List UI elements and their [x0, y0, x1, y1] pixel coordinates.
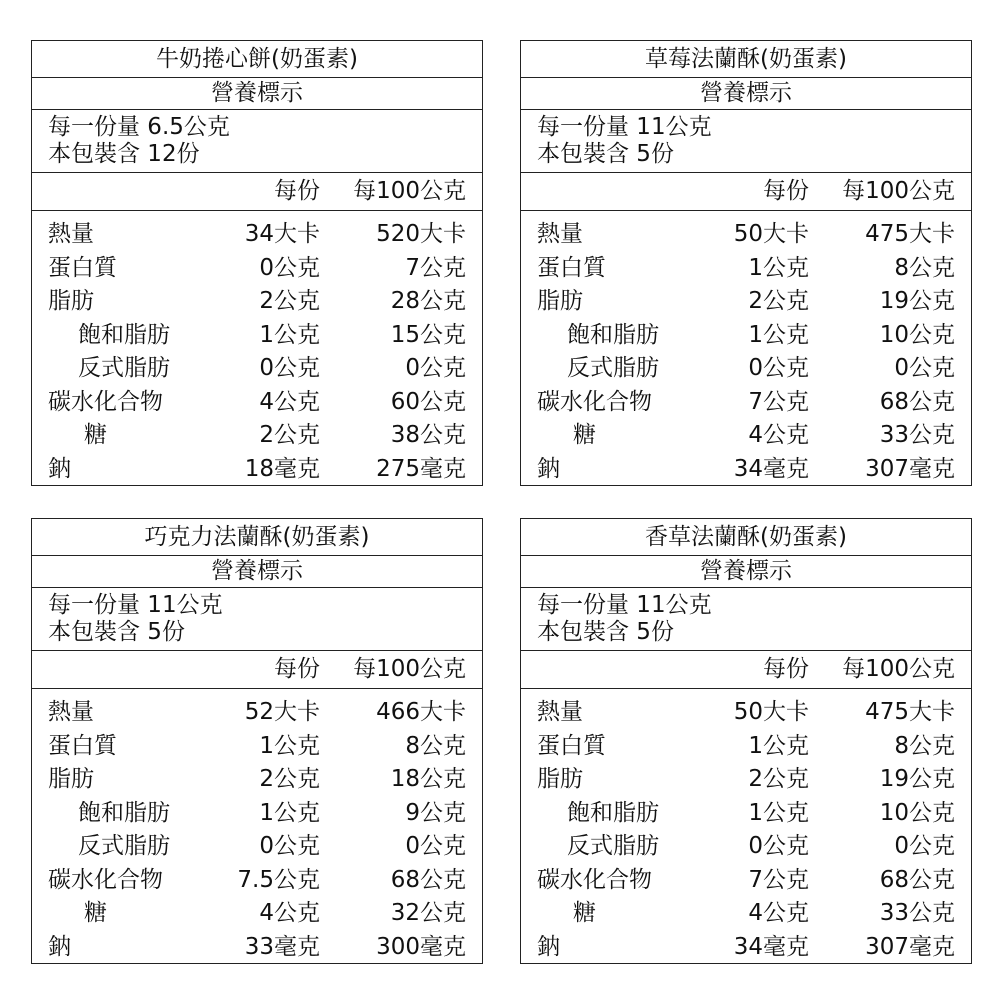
nutrient-label: 鈉 — [537, 933, 560, 960]
nutrient-row-protein — [32, 730, 482, 764]
nutrient-row-sodium — [32, 931, 482, 965]
per-100g-value: 466大卡 — [376, 699, 466, 725]
nutrient-row-trans-fat — [521, 352, 971, 386]
per-100g-value: 7公克 — [405, 254, 466, 281]
nutrient-label: 飽和脂肪 — [567, 799, 659, 826]
per-100g-value: 0公克 — [405, 833, 466, 859]
nutrient-row-sugar — [32, 419, 482, 453]
nutrient-label: 熱量 — [537, 221, 583, 247]
per-serving-value: 0公克 — [748, 833, 809, 859]
per-serving-value: 2公克 — [259, 766, 320, 792]
nutrient-row-sodium — [32, 453, 482, 487]
per-serving-value: 0公克 — [259, 254, 320, 281]
per-100g-value: 33公克 — [879, 900, 955, 926]
nutrition-panel-strawberry-wafer — [520, 40, 972, 486]
nutrient-row-carbohydrate — [32, 386, 482, 420]
per-serving-value: 33毫克 — [244, 933, 320, 960]
per-100g-value: 8公克 — [894, 732, 955, 759]
nutrient-label: 糖 — [84, 422, 107, 448]
per-100g-value: 18公克 — [390, 766, 466, 792]
nutrient-row-trans-fat — [32, 830, 482, 864]
nutrient-row-trans-fat — [32, 352, 482, 386]
nutrient-label: 糖 — [573, 422, 596, 448]
per-serving-value: 2公克 — [748, 766, 809, 792]
nutrient-label: 蛋白質 — [537, 732, 606, 759]
per-serving-value: 1公克 — [259, 732, 320, 759]
serving-size: 每一份量 11公克 — [48, 592, 223, 618]
nutrient-row-sugar — [521, 897, 971, 931]
nutrient-label: 蛋白質 — [48, 254, 117, 281]
per-100g-value: 32公克 — [390, 900, 466, 926]
per-100g-value: 300毫克 — [376, 933, 466, 960]
per-100g-value: 68公克 — [879, 388, 955, 415]
product-title: 草莓法蘭酥(奶蛋素) — [521, 41, 971, 78]
nutrient-row-fat — [521, 763, 971, 797]
column-header — [32, 651, 482, 689]
col-per-100g: 每100公克 — [353, 656, 466, 682]
nutrient-row-saturated-fat — [32, 797, 482, 831]
nutrient-row-protein — [521, 252, 971, 286]
per-serving-value: 0公克 — [259, 355, 320, 381]
per-100g-value: 33公克 — [879, 422, 955, 448]
nutrient-row-carbohydrate — [32, 864, 482, 898]
per-serving-value: 0公克 — [748, 355, 809, 381]
per-100g-value: 275毫克 — [376, 455, 466, 482]
nutrient-label: 鈉 — [48, 455, 71, 482]
col-per-serving: 每份 — [763, 178, 809, 204]
label-heading: 營養標示 — [521, 78, 971, 110]
nutrient-label: 熱量 — [537, 699, 583, 725]
per-100g-value: 10公克 — [879, 321, 955, 348]
nutrient-row-energy — [32, 218, 482, 252]
nutrient-row-energy — [521, 218, 971, 252]
serving-size: 每一份量 11公克 — [537, 114, 712, 140]
per-serving-value: 1公克 — [748, 321, 809, 348]
nutrient-row-fat — [32, 763, 482, 797]
nutrient-label: 反式脂肪 — [567, 355, 659, 381]
serving-size: 每一份量 6.5公克 — [48, 114, 230, 140]
nutrient-rows — [32, 689, 482, 964]
nutrition-panel-chocolate-wafer — [31, 518, 483, 964]
col-per-100g: 每100公克 — [842, 178, 955, 204]
nutrient-row-sodium — [521, 453, 971, 487]
serving-info — [521, 588, 971, 651]
per-serving-value: 34毫克 — [733, 933, 809, 960]
serving-info — [521, 110, 971, 173]
per-serving-value: 1公克 — [259, 799, 320, 826]
per-serving-value: 1公克 — [259, 321, 320, 348]
nutrient-row-fat — [521, 285, 971, 319]
per-serving-value: 4公克 — [259, 900, 320, 926]
nutrient-label: 糖 — [84, 900, 107, 926]
per-100g-value: 60公克 — [390, 388, 466, 415]
nutrient-label: 碳水化合物 — [48, 866, 163, 893]
nutrient-label: 飽和脂肪 — [78, 799, 170, 826]
servings-per-pack: 本包裝含 5份 — [537, 141, 674, 167]
label-heading: 營養標示 — [32, 556, 482, 588]
per-serving-value: 34毫克 — [733, 455, 809, 482]
nutrient-row-saturated-fat — [521, 319, 971, 353]
nutrient-label: 反式脂肪 — [78, 833, 170, 859]
per-serving-value: 50大卡 — [733, 221, 809, 247]
nutrient-label: 蛋白質 — [48, 732, 117, 759]
col-per-serving: 每份 — [274, 178, 320, 204]
nutrient-row-saturated-fat — [32, 319, 482, 353]
label-heading: 營養標示 — [32, 78, 482, 110]
col-per-serving: 每份 — [763, 656, 809, 682]
column-header — [521, 173, 971, 211]
per-100g-value: 475大卡 — [865, 699, 955, 725]
per-serving-value: 18毫克 — [244, 455, 320, 482]
nutrient-row-carbohydrate — [521, 386, 971, 420]
col-per-100g: 每100公克 — [353, 178, 466, 204]
per-serving-value: 4公克 — [748, 422, 809, 448]
nutrient-label: 飽和脂肪 — [78, 321, 170, 348]
per-serving-value: 34大卡 — [244, 221, 320, 247]
per-serving-value: 1公克 — [748, 254, 809, 281]
column-header — [521, 651, 971, 689]
product-title: 牛奶捲心餅(奶蛋素) — [32, 41, 482, 78]
per-serving-value: 7公克 — [748, 388, 809, 415]
nutrient-row-energy — [32, 696, 482, 730]
per-100g-value: 475大卡 — [865, 221, 955, 247]
nutrient-label: 糖 — [573, 900, 596, 926]
nutrient-row-energy — [521, 696, 971, 730]
per-serving-value: 0公克 — [259, 833, 320, 859]
per-serving-value: 4公克 — [259, 388, 320, 415]
per-100g-value: 68公克 — [390, 866, 466, 893]
nutrient-label: 碳水化合物 — [48, 388, 163, 415]
product-title: 巧克力法蘭酥(奶蛋素) — [32, 519, 482, 556]
per-100g-value: 15公克 — [390, 321, 466, 348]
per-serving-value: 2公克 — [748, 288, 809, 314]
nutrient-label: 鈉 — [48, 933, 71, 960]
per-100g-value: 28公克 — [390, 288, 466, 314]
nutrient-label: 熱量 — [48, 221, 94, 247]
nutrition-panel-vanilla-wafer — [520, 518, 972, 964]
per-serving-value: 4公克 — [748, 900, 809, 926]
per-serving-value: 7公克 — [748, 866, 809, 893]
serving-size: 每一份量 11公克 — [537, 592, 712, 618]
per-100g-value: 19公克 — [879, 766, 955, 792]
col-per-100g: 每100公克 — [842, 656, 955, 682]
nutrient-row-sugar — [32, 897, 482, 931]
serving-info — [32, 110, 482, 173]
per-100g-value: 68公克 — [879, 866, 955, 893]
nutrient-label: 反式脂肪 — [567, 833, 659, 859]
col-per-serving: 每份 — [274, 656, 320, 682]
nutrient-label: 脂肪 — [48, 288, 94, 314]
nutrient-label: 蛋白質 — [537, 254, 606, 281]
per-serving-value: 7.5公克 — [237, 866, 320, 893]
per-100g-value: 9公克 — [405, 799, 466, 826]
servings-per-pack: 本包裝含 5份 — [48, 619, 185, 645]
per-100g-value: 8公克 — [405, 732, 466, 759]
nutrient-row-carbohydrate — [521, 864, 971, 898]
per-serving-value: 50大卡 — [733, 699, 809, 725]
nutrient-label: 脂肪 — [537, 288, 583, 314]
per-100g-value: 307毫克 — [865, 933, 955, 960]
servings-per-pack: 本包裝含 12份 — [48, 141, 200, 167]
per-100g-value: 8公克 — [894, 254, 955, 281]
per-serving-value: 52大卡 — [244, 699, 320, 725]
product-title: 香草法蘭酥(奶蛋素) — [521, 519, 971, 556]
nutrient-row-saturated-fat — [521, 797, 971, 831]
nutrient-label: 飽和脂肪 — [567, 321, 659, 348]
per-100g-value: 0公克 — [405, 355, 466, 381]
serving-info — [32, 588, 482, 651]
label-heading: 營養標示 — [521, 556, 971, 588]
per-serving-value: 2公克 — [259, 288, 320, 314]
nutrient-label: 脂肪 — [537, 766, 583, 792]
per-serving-value: 1公克 — [748, 799, 809, 826]
nutrient-label: 鈉 — [537, 455, 560, 482]
nutrition-panel-milk-roll — [31, 40, 483, 486]
per-100g-value: 10公克 — [879, 799, 955, 826]
per-100g-value: 520大卡 — [376, 221, 466, 247]
nutrient-label: 碳水化合物 — [537, 388, 652, 415]
nutrient-row-sugar — [521, 419, 971, 453]
nutrient-row-protein — [521, 730, 971, 764]
column-header — [32, 173, 482, 211]
per-serving-value: 2公克 — [259, 422, 320, 448]
nutrient-row-protein — [32, 252, 482, 286]
nutrient-row-trans-fat — [521, 830, 971, 864]
nutrient-rows — [32, 211, 482, 486]
servings-per-pack: 本包裝含 5份 — [537, 619, 674, 645]
nutrient-label: 熱量 — [48, 699, 94, 725]
nutrient-row-sodium — [521, 931, 971, 965]
nutrient-rows — [521, 689, 971, 964]
per-100g-value: 38公克 — [390, 422, 466, 448]
per-100g-value: 19公克 — [879, 288, 955, 314]
per-serving-value: 1公克 — [748, 732, 809, 759]
per-100g-value: 307毫克 — [865, 455, 955, 482]
nutrient-row-fat — [32, 285, 482, 319]
per-100g-value: 0公克 — [894, 833, 955, 859]
per-100g-value: 0公克 — [894, 355, 955, 381]
nutrient-label: 反式脂肪 — [78, 355, 170, 381]
nutrient-rows — [521, 211, 971, 486]
nutrient-label: 碳水化合物 — [537, 866, 652, 893]
nutrient-label: 脂肪 — [48, 766, 94, 792]
